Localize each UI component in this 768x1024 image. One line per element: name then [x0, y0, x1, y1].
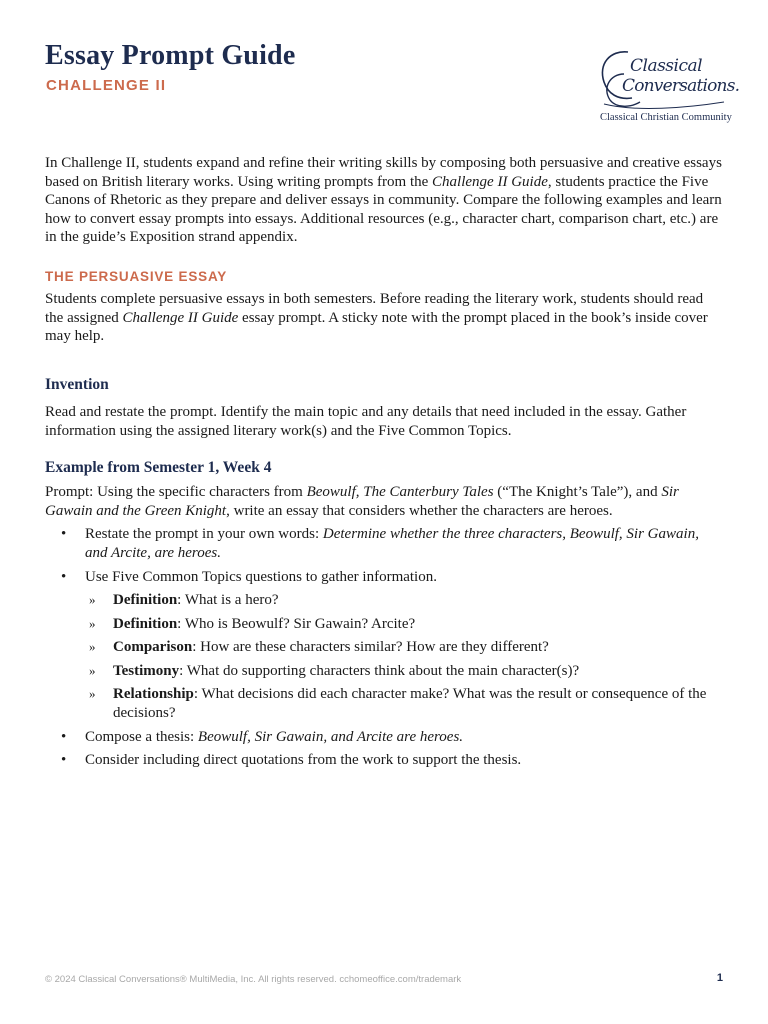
- prompt-works-1: Beowulf, The Canterbury Tales: [306, 484, 494, 501]
- intro-text-2: , students practice the Five Canons of Rhetoric as they prepare and deliver essays in community. Compare the following examples and learn how to convert essay prompts into essays. Additional resources (e.g., character chart, comparison chart, etc.) are in the guide’s Exposition strand appendix.: [45, 173, 722, 246]
- chevron-double-right-icon: »: [89, 592, 96, 608]
- page-number: 1: [716, 972, 723, 984]
- page-title: Essay Prompt Guide: [45, 40, 296, 71]
- main-content: [45, 154, 725, 775]
- common-topics-list: [85, 591, 725, 723]
- thesis-text: Compose a thesis:: [85, 728, 198, 745]
- intro-guide-title: Challenge II Guide: [432, 173, 548, 190]
- list-item-topic: [85, 591, 725, 610]
- list-item-quotations: [45, 751, 725, 770]
- topic-question: : How are these characters similar? How are they different?: [192, 639, 549, 656]
- prompt-text-3: , write an essay that considers whether the characters are heroes.: [226, 502, 613, 519]
- invention-paragraph: Read and restate the prompt. Identify the main topic and any details that need included in the essay. Gather information using the assigned literary work(s) and the Five Common Topics.: [45, 404, 687, 439]
- prompt-text-2: (“The Knight’s Tale”), and: [493, 484, 662, 501]
- chevron-double-right-icon: »: [89, 615, 96, 631]
- chevron-double-right-icon: »: [89, 662, 96, 678]
- list-item-topic: [85, 662, 725, 681]
- quotations-text: Consider including direct quotations from the work to support the thesis.: [85, 752, 522, 769]
- prompt-works-2: Sir Gawain and the Green Knight: [45, 484, 679, 519]
- prompt-text-1: Prompt: Using the specific characters from: [45, 484, 307, 501]
- topic-question: : What do supporting characters think about the main character(s)?: [179, 662, 580, 679]
- example-prompt: [45, 483, 725, 520]
- topic-term: Testimony: [113, 662, 180, 679]
- logo-word-conversations: Conversations.: [622, 76, 740, 96]
- restate-text: Restate the prompt in your own words:: [85, 526, 323, 543]
- chevron-double-right-icon: »: [89, 639, 96, 655]
- intro-paragraph: [45, 154, 725, 247]
- topics-intro-text: Use Five Common Topics questions to gather information.: [85, 568, 437, 585]
- intro-text-1: In Challenge II, students expand and refine their writing skills by composing both persuasive and creative essays based on British literary works. Using writing prompts from the: [45, 155, 722, 190]
- bullet-icon: •: [61, 728, 67, 745]
- topic-question: : What is a hero?: [177, 592, 279, 609]
- logo-word-classical: Classical: [630, 56, 703, 76]
- topic-question: : What decisions did each character make? What was the result or consequence of the decisions?: [113, 686, 707, 722]
- persuasive-essay-heading: THE PERSUASIVE ESSAY: [45, 268, 228, 284]
- thesis-italic: Beowulf, Sir Gawain, and Arcite are heroes.: [197, 728, 464, 745]
- persuasive-paragraph: [45, 290, 725, 346]
- list-item-thesis: [45, 728, 725, 747]
- topic-question: : Who is Beowulf? Sir Gawain? Arcite?: [177, 615, 416, 632]
- list-item-topic: [85, 638, 725, 657]
- bullet-icon: •: [61, 526, 67, 543]
- bullet-icon: •: [61, 568, 67, 585]
- example-heading: Example from Semester 1, Week 4: [45, 458, 272, 476]
- list-item-topic: [85, 685, 725, 722]
- topic-term: Relationship: [113, 686, 194, 703]
- topic-term: Definition: [113, 592, 178, 609]
- list-item-topics: [45, 568, 725, 723]
- chevron-double-right-icon: »: [89, 686, 96, 702]
- persuasive-guide-title: Challenge II Guide: [122, 309, 239, 326]
- logo-tagline: Classical Christian Community: [600, 112, 732, 123]
- persuasive-text-1: Students complete persuasive essays in both semesters. Before reading the literary work, students should read the assigned: [45, 290, 704, 326]
- topic-term: Comparison: [113, 639, 193, 656]
- copyright-footer: © 2024 Classical Conversations® MultiMedia, Inc. All rights reserved. cchomeoffice.com/trademark: [45, 974, 462, 985]
- list-item-restate: [45, 525, 725, 562]
- invention-heading: Invention: [45, 375, 109, 393]
- bullet-icon: •: [61, 752, 67, 769]
- classical-conversations-logo: [596, 42, 740, 128]
- persuasive-text-2: essay prompt. A sticky note with the prompt placed in the book’s inside cover may help.: [45, 309, 708, 345]
- restate-italic: Determine whether the three characters, Beowulf, Sir Gawain, and Arcite, are heroes.: [85, 526, 699, 561]
- topic-term: Definition: [113, 615, 178, 632]
- list-item-topic: [85, 615, 725, 634]
- page-subtitle: CHALLENGE II: [46, 77, 167, 94]
- example-bullet-list: [45, 525, 725, 770]
